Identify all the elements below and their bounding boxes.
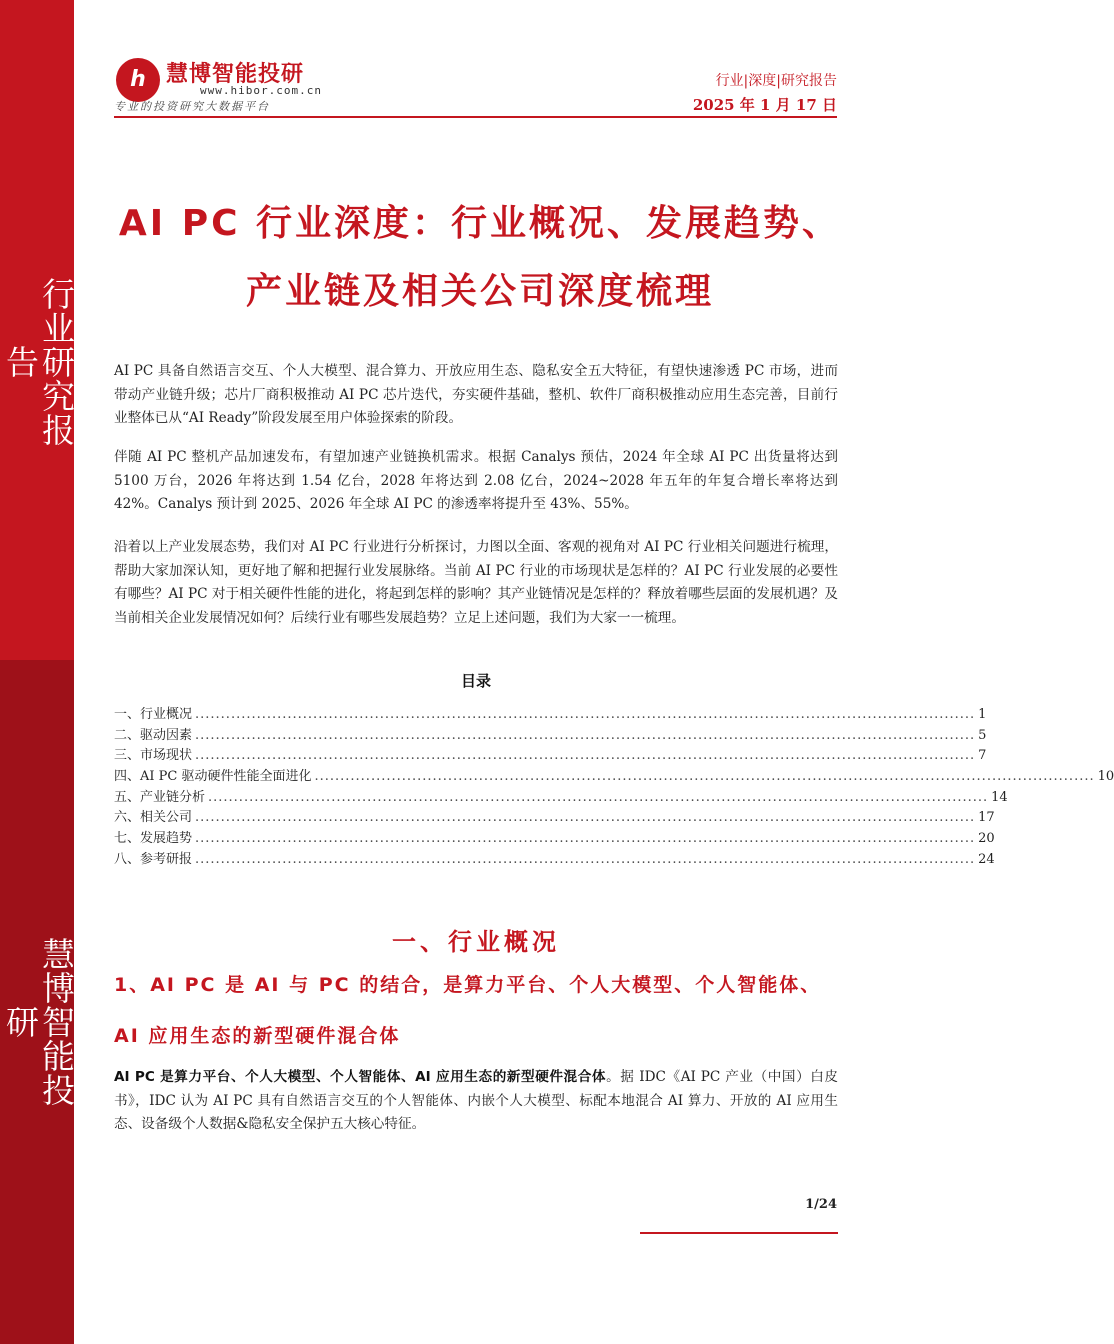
footer-divider <box>640 1232 838 1234</box>
section-paragraph-lead: AI PC 是算力平台、个人大模型、个人智能体、AI 应用生态的新型硬件混合体 <box>114 1069 607 1085</box>
toc-item-page: 5 <box>978 727 987 743</box>
summary-paragraph-2: 伴随 AI PC 整机产品加速发布，有望加速产业链换机需求。根据 Canalys 预估，2024 年全球 AI PC 出货量将达到 5100 万台，2026 年将达到 1.54 亿台，2028 年将达到 2.08 亿台，2024~2028 年五年的年复合增长率将达到 42%。Canalys 预计到 2025、2026 年全球 AI PC 的渗透率将提升至 43%、55%。 <box>114 449 838 512</box>
section-paragraph <box>114 1066 838 1137</box>
toc-item-label: 七、发展趋势 <box>114 831 193 847</box>
toc-item-page: 17 <box>978 810 995 826</box>
toc-title: 目录 <box>460 672 491 690</box>
toc-item[interactable] <box>114 726 987 747</box>
sidebar <box>0 0 74 1344</box>
toc-item[interactable] <box>114 808 995 829</box>
toc-item-page: 24 <box>978 851 995 867</box>
toc-leader-dots: ........................................................................................................................................................ <box>195 748 976 764</box>
sidebar-brand: 慧博智能投研 <box>1 937 76 1107</box>
toc-leader-dots: ........................................................................................................................................................ <box>208 789 989 805</box>
toc-item[interactable] <box>114 829 995 850</box>
header-meta <box>693 70 837 115</box>
report-category: 行业|深度|研究报告 <box>715 73 837 89</box>
summary-paragraph-1: AI PC 具备自然语言交互、个人大模型、混合算力、开放应用生态、隐私安全五大特征，有望快速渗透 PC 市场，进而带动产业链升级；芯片厂商积极推动 AI PC 芯片迭代，夯实硬件基础，整机、软件厂商积极推动应用生态完善，目前行业整体已从“AI Ready”阶段发展至用户体验探索的阶段。 <box>114 363 838 426</box>
toc-item-label: 二、驱动因素 <box>114 727 193 743</box>
toc-item-page: 1 <box>978 707 987 722</box>
page-number: 1/24 <box>805 1197 837 1212</box>
toc-item-page: 20 <box>978 831 995 847</box>
toc-item-label: 五、产业链分析 <box>114 789 206 805</box>
toc-leader-dots: ........................................................................................................................................................ <box>195 707 976 722</box>
logo-name: 慧博智能投研 <box>166 62 305 87</box>
toc-item-page: 10 <box>1097 769 1114 785</box>
toc-item-label: 三、市场现状 <box>114 748 193 764</box>
section-title: 一、行业概况 <box>392 928 560 956</box>
toc-item-label: 一、行业概况 <box>114 707 193 722</box>
toc-item[interactable] <box>114 850 995 871</box>
logo <box>114 54 414 114</box>
toc-item[interactable] <box>114 746 987 767</box>
header-divider <box>114 116 837 118</box>
toc-item-page: 14 <box>991 789 1008 805</box>
toc-item[interactable] <box>114 788 1008 809</box>
summary-paragraph-3: 沿着以上产业发展态势，我们对 AI PC 行业进行分析探讨，力图以全面、客观的视角对 AI PC 行业相关问题进行梳理，帮助大家加深认知，更好地了解和把握行业发展脉络。当前 AI PC 行业的市场现状是怎样的？AI PC 行业发展的必要性有哪些？AI PC 对于相关硬件性能的进化，将起到怎样的影响？其产业链情况是怎样的？释放着哪些层面的发展机遇？及当前相关企业发展情况如何？后续行业有哪些发展趋势？立足上述问题，我们为大家一一梳理。 <box>114 539 838 626</box>
toc-item-page: 7 <box>978 748 987 764</box>
toc-leader-dots: ........................................................................................................................................................ <box>195 851 976 867</box>
toc-item-label: 四、AI PC 驱动硬件性能全面进化 <box>114 769 312 785</box>
table-of-contents <box>114 705 1114 871</box>
toc-leader-dots: ........................................................................................................................................................ <box>314 769 1095 785</box>
toc-leader-dots: ........................................................................................................................................................ <box>195 831 976 847</box>
toc-item[interactable] <box>114 705 987 726</box>
logo-mark-icon: h <box>116 58 160 102</box>
report-date: 2025 年 1 月 17 日 <box>692 96 837 114</box>
section-paragraph-body: 。据 IDC《AI PC 产业（中国）白皮书》，IDC 认为 AI PC 具有自然语言交互的个人智能体、内嵌个人大模型、标配本地混合 AI 算力、开放的 AI 应用生态、设备级个人数据&隐私安全保护五大核心特征。 <box>114 1069 838 1132</box>
toc-leader-dots: ........................................................................................................................................................ <box>195 727 976 743</box>
toc-item[interactable] <box>114 767 1114 788</box>
toc-leader-dots: ........................................................................................................................................................ <box>195 810 976 826</box>
toc-item-label: 八、参考研报 <box>114 851 193 867</box>
logo-url: www.hibor.com.cn <box>200 84 322 97</box>
logo-slogan: 专业的投资研究大数据平台 <box>114 100 270 113</box>
toc-item-label: 六、相关公司 <box>114 810 193 826</box>
report-title: AI PC 行业深度：行业概况、发展趋势、产业链及相关公司深度梳理 <box>118 203 842 312</box>
section-subtitle: 1、AI PC 是 AI 与 PC 的结合，是算力平台、个人大模型、个人智能体、AI 应用生态的新型硬件混合体 <box>114 974 822 1047</box>
sidebar-report-type: 行业研究报告 <box>1 277 76 447</box>
